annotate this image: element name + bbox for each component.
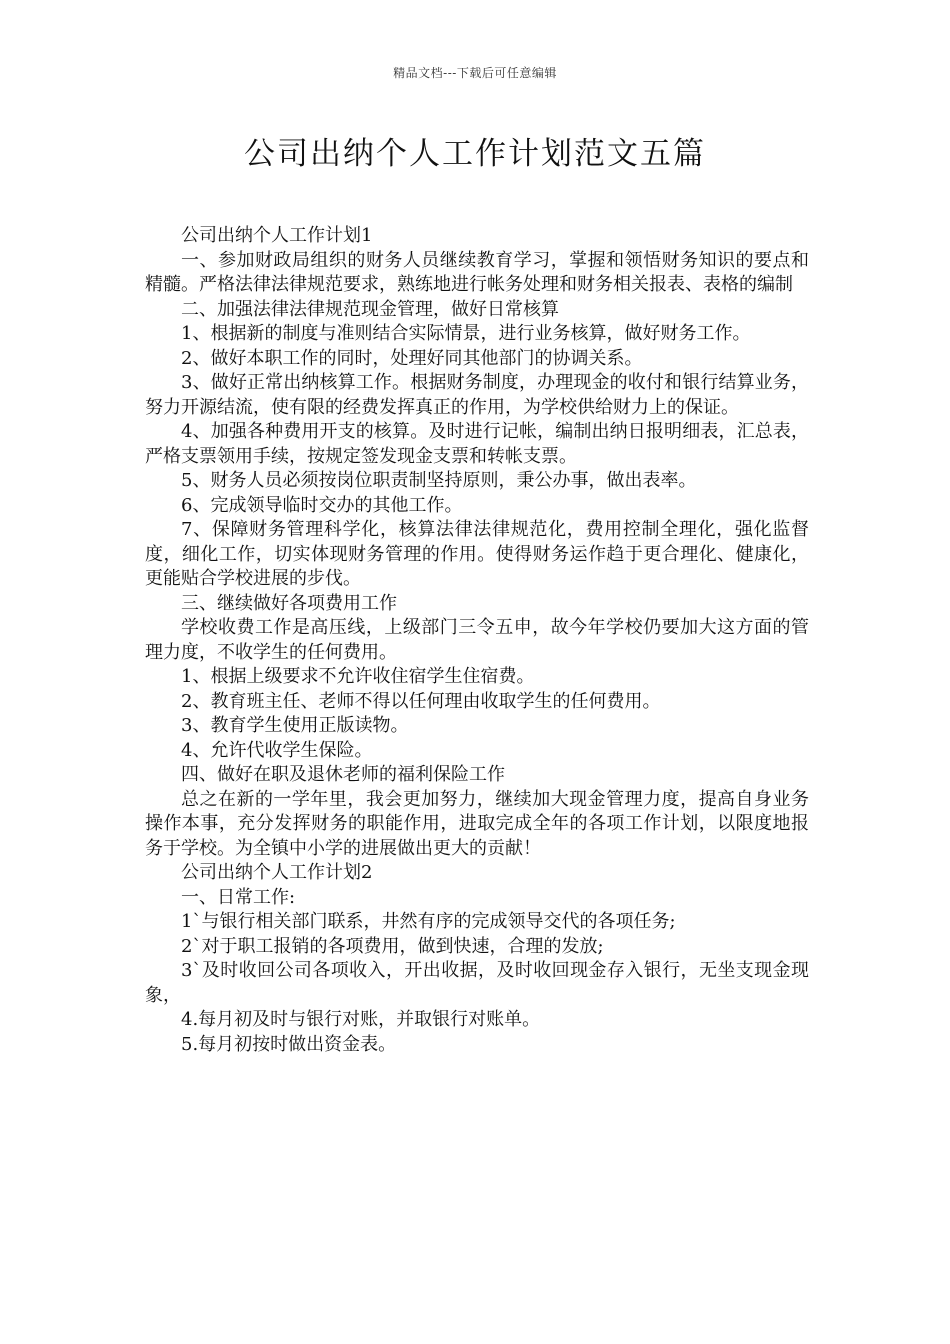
paragraph: 学校收费工作是高压线，上级部门三令五申，故今年学校仍要加大这方面的管理力度，不收学生的任何费用。 [145,617,809,663]
document-body [145,224,809,1057]
paragraph: 2`对于职工报销的各项费用，做到快速，合理的发放; [181,935,604,957]
paragraph: 2、教育班主任、老师不得以任何理由收取学生的任何费用。 [181,690,661,712]
paragraph: 2、做好本职工作的同时，处理好同其他部门的协调关系。 [181,347,643,369]
paragraph: 1、根据新的制度与准则结合实际情景，进行业务核算，做好财务工作。 [181,323,751,344]
paragraph: 3`及时收回公司各项收入，开出收据，及时收回现金存入银行，无坐支现金现象， [145,960,809,1006]
page-header: 精品文档---下载后可任意编辑 [393,66,557,80]
paragraph-plan-1-heading: 公司出纳个人工作计划1 [181,225,373,246]
paragraph: 4、允许代收学生保险。 [181,739,373,761]
paragraph: 一、日常工作: [181,886,296,908]
paragraph: 1`与银行相关部门联系，井然有序的完成领导交代的各项任务; [181,911,676,932]
paragraph: 5、财务人员必须按岗位职责制坚持原则，秉公办事，做出表率。 [181,470,697,491]
paragraph: 3、做好正常出纳核算工作。根据财务制度，办理现金的收付和银行结算业务，努力开源结流，使有限的经费发挥真正的作用，为学校供给财力上的保证。 [145,372,809,418]
document-title: 公司出纳个人工作计划范文五篇 [244,136,706,172]
paragraph: 二、加强法律法律规范现金管理，做好日常核算 [181,298,559,320]
paragraph: 4.每月初及时与银行对账，并取银行对账单。 [181,1009,541,1030]
paragraph: 6、完成领导临时交办的其他工作。 [181,494,463,516]
paragraph: 5.每月初按时做出资金表。 [181,1033,397,1055]
paragraph: 7、保障财务管理科学化，核算法律法律规范化，费用控制全理化，强化监督度，细化工作，切实体现财务管理的作用。使得财务运作趋于更合理化、健康化，更能贴合学校进展的步伐。 [145,519,809,589]
paragraph: 总之在新的一学年里，我会更加努力，继续加大现金管理力度，提高自身业务操作本事，充分发挥财务的职能作用，进取完成全年的各项工作计划，以限度地报务于学校。为全镇中小学的进展做出更大的贡献！ [145,788,809,859]
paragraph-plan-2-heading: 公司出纳个人工作计划2 [181,862,373,883]
paragraph: 4、加强各种费用开支的核算。及时进行记帐，编制出纳日报明细表，汇总表，严格支票领用手续，按规定签发现金支票和转帐支票。 [145,421,809,467]
paragraph: 3、教育学生使用正版读物。 [181,715,409,736]
paragraph: 一、参加财政局组织的财务人员继续教育学习，掌握和领悟财务知识的要点和精髓。严格法律法律规范要求，熟练地进行帐务处理和财务相关报表、表格的编制 [145,249,809,295]
paragraph: 四、做好在职及退休老师的福利保险工作 [181,764,505,785]
paragraph: 三、继续做好各项费用工作 [181,592,397,614]
paragraph: 1、根据上级要求不允许收住宿学生住宿费。 [181,666,535,687]
